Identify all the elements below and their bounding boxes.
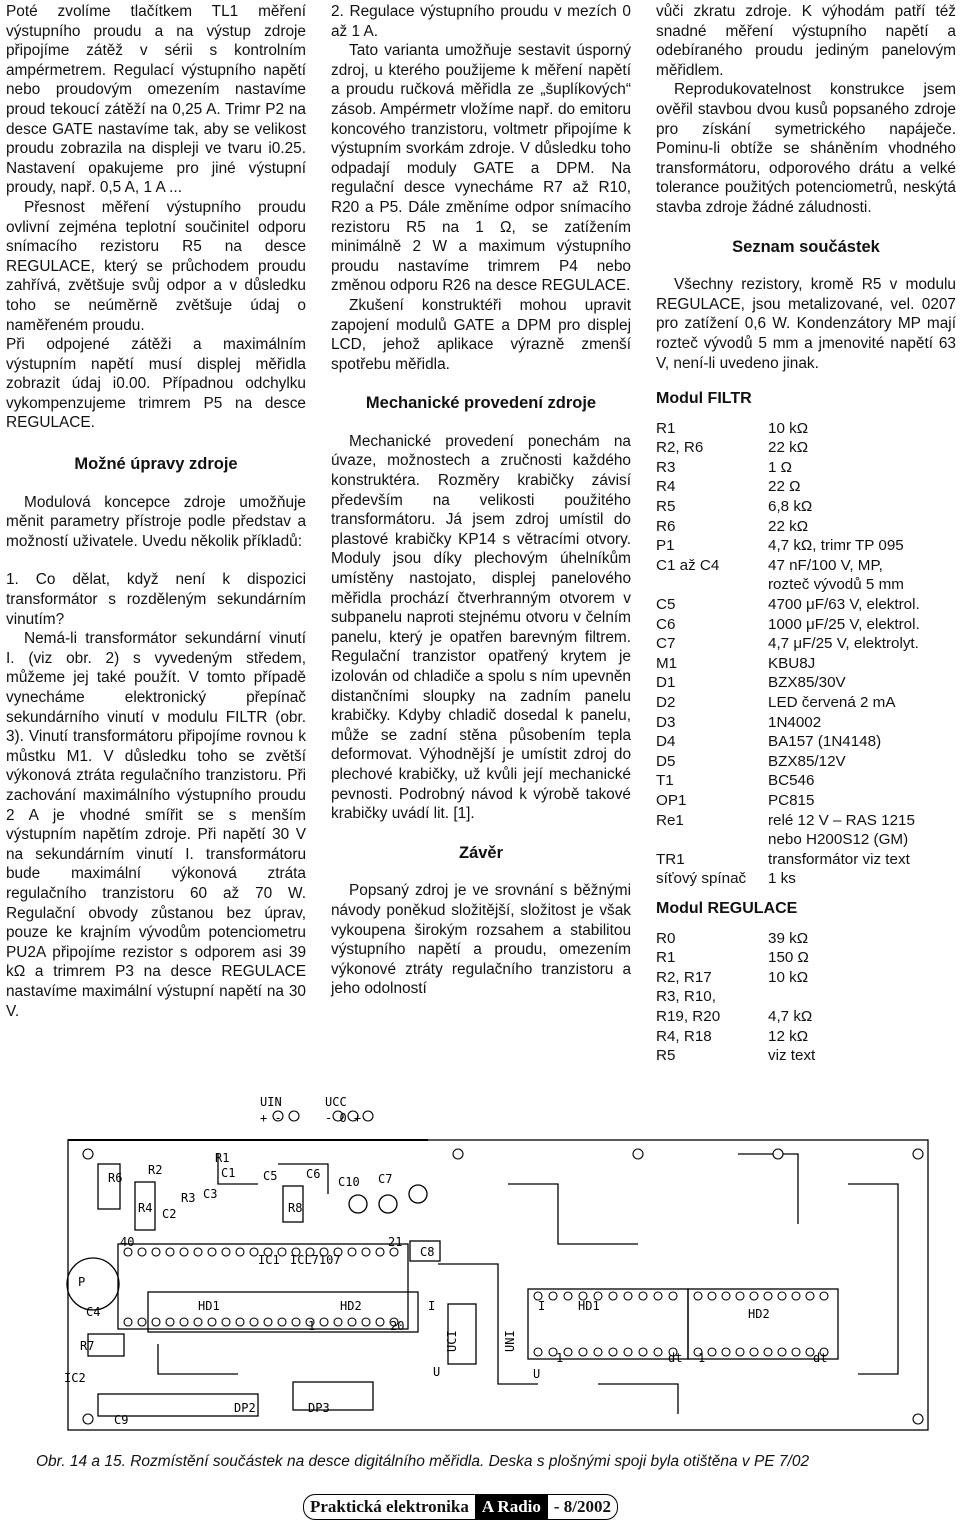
pcb-label: I <box>538 1299 546 1313</box>
part-ref <box>656 575 768 595</box>
part-value: 47 nF/100 V, MP, <box>768 556 883 574</box>
part-ref: R1 <box>656 949 676 967</box>
parts-row <box>656 536 956 556</box>
parts-row <box>656 752 956 772</box>
pcb-label: 40 <box>120 1235 135 1249</box>
pcb-label: dt <box>668 1351 683 1365</box>
pcb-label: U <box>433 1365 441 1379</box>
parts-row <box>656 1007 956 1027</box>
section-heading: Možné úpravy zdroje <box>74 455 238 474</box>
part-value: 1 ks <box>768 870 796 888</box>
paragraph: Popsaný zdroj je ve srovnání s běžnými návody poněkud složitější, složitost je však vykoupena širokým rozsahem a stabilitou výstupního napětí a proudu, omezením výkonové ztráty regulačního tranzistoru a jeho odolností <box>331 882 631 998</box>
pcb-label: P <box>78 1275 86 1289</box>
parts-row <box>656 713 956 733</box>
part-value: LED červená 2 mA <box>768 694 896 711</box>
pcb-label: 1 <box>556 1351 564 1365</box>
paragraph: Mechanické provedení ponechám na úvaze, možnostech a zručnosti každého konstruktéra. Rozměry krabičky závisí především na velikosti použitého transformátoru. Já jsem zdroj umístil do plastové krabičky KP14 s větracími otvory. Moduly jsou díky plechovým úhelníkům umístěny nastojato, displej panelového měřidla prochází čtverhranným otvorem v subpanelu naproti stejnému otvoru v čelním panelu, který je opatřen barevným filtrem. Regulační tranzistor opatřený krytem je izolován od chladiče a spolu s ním upevněn distančními sloupky na zadním panelu krabičky. Kdyby chladič dosedal k panelu, může se zadní stěna působením tepla deformovat. Výhodnější je umístit zdroj do plechové krabičky, už kvůli její mechanické pevnosti. Podrobný návod k výrobě takové krabičky uvádí lit. [1]. <box>331 432 631 823</box>
part-value: BC546 <box>768 772 815 790</box>
paragraph: Modulová koncepce zdroje umožňuje měnit parametry přístroje podle představ a možností uživatele. Uvedu několik příkladů: <box>6 493 306 550</box>
part-value: 22 kΩ <box>768 439 809 457</box>
part-value: PC815 <box>768 791 815 809</box>
part-value: 22 kΩ <box>768 517 809 535</box>
part-ref: C6 <box>656 615 676 633</box>
parts-row <box>656 477 956 497</box>
pcb-label: DP3 <box>308 1401 330 1415</box>
part-value: 1 Ω <box>768 458 793 476</box>
part-value: BA157 (1N4148) <box>768 733 882 751</box>
pcb-layout-drawing <box>38 1094 938 1434</box>
part-value: 12 kΩ <box>768 1027 809 1045</box>
parts-row <box>656 497 956 517</box>
parts-row <box>656 869 956 889</box>
parts-row <box>656 575 956 595</box>
pcb-label: C5 <box>263 1169 278 1183</box>
pcb-label: 20 <box>390 1319 405 1333</box>
parts-row <box>656 654 956 674</box>
pcb-label: C6 <box>306 1167 321 1181</box>
pcb-label: HD2 <box>340 1299 362 1313</box>
paragraph: Všechny rezistory, kromě R5 v modulu REGULACE, jsou metalizované, vel. 0207 pro zatížení 0,6 W. Kondenzátory MP mají rozteč vývodů 5 mm a jmenovité napětí 63 V, není-li uvedeno jinak. <box>656 276 956 372</box>
pcb-label: + - <box>260 1111 282 1125</box>
pcb-label: UNI <box>503 1330 517 1352</box>
parts-row <box>656 673 956 693</box>
part-ref: C7 <box>656 635 676 653</box>
part-ref: R3 <box>656 458 676 476</box>
part-value: 4,7 kΩ <box>768 1007 813 1025</box>
parts-row <box>656 595 956 615</box>
parts-row <box>656 556 956 576</box>
pcb-label: R1 <box>215 1151 230 1165</box>
parts-row <box>656 419 956 439</box>
pcb-label: HD1 <box>198 1299 220 1313</box>
part-ref: C5 <box>656 596 676 614</box>
paragraph: Nemá-li transformátor sekundární vinutí I. (viz obr. 2) s vyvedeným středem, můžeme jej také použít. V tomto případě vynecháme elektronický přepínač sekundárního vinutí v modulu FILTR (obr. 3). Vinutí transformátoru připojíme rovnou k můstku M1. V důsledku toho se zvětší výkonová ztráta regulačního tranzistoru. Při zachování maximálního výstupního proudu 2 A je vhodné smířit se s menším výstupním napětím zdroje. Při napětí 30 V na sekundárním vinutí I. transformátoru bude maximální výkonová ztráta regulačního tranzistoru 60 až 70 W. Regulační obvody zůstanou bez úprav, pouze ke krajním vývodům potenciometru PU2A připojíme rezistor s odporem asi 39 kΩ a trimrem P3 na desce REGULACE nastavíme maximální výstupní napětí na 30 V. <box>6 630 306 1020</box>
part-value: viz text <box>768 1047 816 1065</box>
part-value: 4,7 μF/25 V, elektrolyt. <box>768 635 919 653</box>
pcb-label: ICL7107 <box>290 1253 341 1267</box>
parts-row <box>656 615 956 635</box>
pcb-label: R2 <box>148 1163 163 1177</box>
part-value: 4700 μF/63 V, elektrol. <box>768 596 920 614</box>
part-value: nebo H200S12 (GM) <box>768 831 909 849</box>
part-ref: R6 <box>656 517 676 535</box>
parts-row <box>656 732 956 752</box>
part-value: 22 Ω <box>768 478 801 496</box>
part-value: BZX85/30V <box>768 674 846 692</box>
pcb-label: HD1 <box>578 1299 600 1313</box>
part-value: 10 kΩ <box>768 419 809 437</box>
column-3 <box>656 2 956 1066</box>
part-value <box>768 987 956 1007</box>
section-heading: Mechanické provedení zdroje <box>365 394 597 413</box>
pcb-label: C1 <box>221 1166 236 1180</box>
pcb-label: C2 <box>162 1207 177 1221</box>
part-value: 39 kΩ <box>768 929 809 947</box>
parts-list-filtr <box>656 419 956 889</box>
pcb-label: R7 <box>80 1339 95 1353</box>
part-ref: D3 <box>656 713 676 731</box>
parts-row <box>656 850 956 870</box>
part-ref: C1 až C4 <box>656 556 720 574</box>
parts-list-regulace <box>656 929 956 1066</box>
parts-heading: Modul FILTR <box>656 390 752 408</box>
pcb-label: UIN <box>260 1095 282 1109</box>
footer-section: A Radio <box>475 1494 548 1520</box>
part-value: 10 kΩ <box>768 968 809 986</box>
parts-row <box>656 948 956 968</box>
pcb-label: R3 <box>181 1191 196 1205</box>
parts-row <box>656 791 956 811</box>
part-ref: síťový spínač <box>656 870 747 888</box>
pcb-label: I <box>428 1299 436 1313</box>
section-heading: Závěr <box>458 843 504 862</box>
pcb-label: R8 <box>288 1201 303 1215</box>
paragraph: Zkušení konstruktéři mohou upravit zapojení modulů GATE a DPM pro displej LCD, jehož aplikace výrazně zmenší spotřebu měřidla. <box>331 296 631 373</box>
section-heading: Seznam součástek <box>732 237 880 256</box>
part-ref: T1 <box>656 772 674 790</box>
pcb-label: - 0 + <box>325 1111 362 1125</box>
pcb-label: UCC <box>325 1095 347 1109</box>
pcb-label: R6 <box>108 1171 123 1185</box>
paragraph: Reprodukovatelnost konstrukce jsem ověřil stavbou dvou kusů popsaného zdroje pro získání symetrického napáječe. Pominu-li obtíže se sháněním vhodného transformátoru, odporového drátu a velké tolerance použitých potenciometrů, neskýtá stavba zdroje žádné záludnosti. <box>656 81 956 216</box>
parts-row <box>656 693 956 713</box>
part-ref: D4 <box>656 733 676 751</box>
pcb-label: HD2 <box>748 1307 770 1321</box>
parts-row <box>656 1046 956 1066</box>
parts-row <box>656 458 956 478</box>
part-ref: D2 <box>656 694 676 711</box>
parts-row <box>656 830 956 850</box>
pcb-label: C10 <box>338 1175 360 1189</box>
parts-heading: Modul REGULACE <box>656 899 798 917</box>
pcb-label: U <box>533 1367 541 1381</box>
pcb-label: C8 <box>420 1245 435 1259</box>
paragraph: vůči zkratu zdroje. K výhodám patří též snadné měření výstupního napětí a odebíraného proudu jediným panelovým měřidlem. <box>656 3 956 79</box>
part-value: rozteč vývodů 5 mm <box>768 576 904 594</box>
part-ref: R3, R10, <box>656 988 716 1006</box>
pcb-label: IC1 <box>258 1253 280 1267</box>
footer-journal: Praktická elektronika <box>303 1494 475 1520</box>
pcb-label: C3 <box>203 1187 218 1201</box>
parts-row <box>656 968 956 988</box>
part-value: 1000 μF/25 V, elektrol. <box>768 615 920 633</box>
parts-row <box>656 1027 956 1047</box>
column-1 <box>6 2 306 1021</box>
figure-caption: Obr. 14 a 15. Rozmístění součástek na desce digitálního měřidla. Deska s plošnými spoji byla otištěna v PE 7/02 <box>36 1453 810 1470</box>
part-value: 6,8 kΩ <box>768 498 813 516</box>
part-ref: OP1 <box>656 791 687 809</box>
part-value: transformátor viz text <box>768 850 910 868</box>
paragraph: Při odpojené zátěži a maximálním výstupním napětí musí displej měřidla zobrazit údaj i0.00. Případnou odchylku vykompenzujeme trimrem P5 na desce REGULACE. <box>6 336 306 432</box>
pcb-label: UCI <box>445 1330 459 1352</box>
part-ref: R1 <box>656 419 676 437</box>
parts-row <box>656 987 956 1007</box>
part-ref: R4 <box>656 478 676 496</box>
part-ref: R19, R20 <box>656 1007 721 1025</box>
part-ref: R2, R6 <box>656 439 704 457</box>
page-footer <box>303 1494 618 1520</box>
pcb-label: C7 <box>378 1172 393 1186</box>
part-value: KBU8J <box>768 654 816 672</box>
pcb-label: C4 <box>86 1305 101 1319</box>
paragraph: Tato varianta umožňuje sestavit úsporný zdroj, u kterého použijeme k měření napětí a proudu ručková měřidla ze „šuplíkových“ zásob. Ampérmetr vložíme např. do emitoru koncového tranzistoru, voltmetr připojíme k výstupním svorkám zdroje. V důsledku toho odpadají moduly GATE a DPM. Na regulační desce vynecháme R7 až R10, R20 a P5. Dále změníme odpor snímacího rezistoru R5 na 1 Ω, se zatížením minimálně 2 W a maximum výstupního proudu nastavíme trimrem P4 nebo změnou odporu R26 na desce REGULACE. <box>331 42 631 295</box>
part-value: 4,7 kΩ, trimr TP 095 <box>768 537 904 555</box>
paragraph: Přesnost měření výstupního proudu ovlivní zejména teplotní součinitel odporu snímacího rezistoru R5 na desce REGULACE, který se průchodem proudu zahřívá, zvětšuje svůj odpor a v důsledku toho se neúměrně zvětšuje údaj o naměřeném proudu. <box>6 198 306 334</box>
part-value: 1N4002 <box>768 713 822 731</box>
part-ref: Re1 <box>656 811 684 829</box>
parts-row <box>656 811 956 831</box>
pcb-label: C9 <box>114 1413 129 1427</box>
footer-issue: - 8/2002 <box>548 1494 618 1520</box>
pcb-labels <box>260 1095 361 1125</box>
part-ref: R4, R18 <box>656 1027 712 1045</box>
part-ref: P1 <box>656 537 675 555</box>
part-value: 150 Ω <box>768 949 809 967</box>
paragraph: Poté zvolíme tlačítkem TL1 měření výstupního proudu a na výstup zdroje připojíme zátěž v sérii s kontrolním ampérmetrem. Regulací výstupního napětí nebo proudovým omezením nastavíme proud tekoucí zátěží na 0,25 A. Trimr P2 na desce GATE nastavíme tak, aby se velikost proudu zobrazila na displeji ve tvaru i0.25. Nastavení opakujeme pro jiné výstupní proudy, např. 0,5 A, 1 A ... <box>6 3 306 197</box>
part-ref <box>656 830 768 850</box>
paragraph: 2. Regulace výstupního proudu v mezích 0 až 1 A. <box>331 3 631 40</box>
parts-row <box>656 517 956 537</box>
part-ref: R2, R17 <box>656 968 712 986</box>
parts-row <box>656 929 956 949</box>
pcb-label: 1 <box>308 1319 316 1333</box>
column-2 <box>331 2 631 999</box>
part-value: relé 12 V – RAS 1215 <box>768 811 915 829</box>
part-ref: D1 <box>656 674 676 692</box>
part-value: BZX85/12V <box>768 752 846 770</box>
part-ref: TR1 <box>656 850 685 868</box>
pcb-label: 1 <box>698 1351 706 1365</box>
parts-row <box>656 634 956 654</box>
pcb-label: 21 <box>388 1235 403 1249</box>
part-ref: M1 <box>656 654 678 672</box>
pcb-label: dt <box>813 1351 828 1365</box>
pcb-label: R4 <box>138 1201 153 1215</box>
part-ref: R5 <box>656 1047 676 1065</box>
part-ref: R5 <box>656 498 676 516</box>
parts-row <box>656 438 956 458</box>
paragraph: 1. Co dělat, když není k dispozici transformátor s rozděleným sekundárním vinutím? <box>6 571 306 628</box>
parts-row <box>656 771 956 791</box>
part-ref: D5 <box>656 752 676 770</box>
pcb-label: DP2 <box>234 1401 256 1415</box>
part-ref: R0 <box>656 929 676 947</box>
pcb-label: IC2 <box>64 1371 86 1385</box>
